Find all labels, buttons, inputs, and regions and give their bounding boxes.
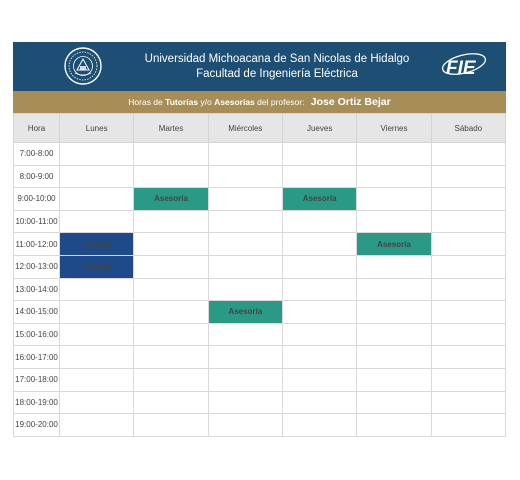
subbar-asesorias: Asesorías (214, 97, 255, 107)
table-row (14, 210, 506, 233)
empty-slot (208, 368, 282, 391)
table-row (14, 165, 506, 188)
header-titles (108, 52, 446, 82)
empty-slot (60, 346, 134, 369)
university-name: Universidad Michoacana de San Nicolas de Hidalgo (144, 53, 410, 65)
table-row (14, 368, 506, 391)
empty-slot (134, 414, 208, 437)
table-row (14, 346, 506, 369)
table-row (14, 278, 506, 301)
column-header: Viernes (357, 114, 431, 143)
hour-cell: 13:00-14:00 (14, 278, 60, 301)
fie-logo-text: FIE (446, 58, 476, 79)
hour-cell: 12:00-13:00 (14, 255, 60, 278)
empty-slot (282, 301, 356, 324)
empty-slot (282, 233, 356, 256)
empty-slot (282, 278, 356, 301)
empty-slot (357, 414, 431, 437)
subbar-prefix: Horas de (128, 97, 163, 107)
subbar-suffix: del profesor: (257, 97, 305, 107)
empty-slot (60, 143, 134, 166)
empty-slot (282, 210, 356, 233)
schedule-header-row (14, 114, 506, 143)
table-row (14, 233, 506, 256)
empty-slot (134, 255, 208, 278)
asesoria-slot: Asesoría (134, 188, 208, 211)
empty-slot (134, 346, 208, 369)
schedule-table (13, 113, 506, 437)
tutoria-slot: Tutorías (60, 233, 134, 256)
empty-slot (431, 323, 505, 346)
empty-slot (134, 143, 208, 166)
table-row (14, 188, 506, 211)
column-header: Martes (134, 114, 208, 143)
empty-slot (431, 391, 505, 414)
empty-slot (60, 414, 134, 437)
empty-slot (357, 346, 431, 369)
hour-cell: 17:00-18:00 (14, 368, 60, 391)
hour-cell: 11:00-12:00 (14, 233, 60, 256)
asesoria-slot: Asesoría (282, 188, 356, 211)
empty-slot (208, 233, 282, 256)
schedule-card (13, 42, 506, 437)
empty-slot (431, 301, 505, 324)
empty-slot (134, 210, 208, 233)
hour-cell: 18:00-19:00 (14, 391, 60, 414)
empty-slot (431, 368, 505, 391)
empty-slot (134, 165, 208, 188)
empty-slot (208, 143, 282, 166)
empty-slot (60, 210, 134, 233)
empty-slot (208, 323, 282, 346)
empty-slot (357, 301, 431, 324)
hour-cell: 8:00-9:00 (14, 165, 60, 188)
empty-slot (282, 165, 356, 188)
empty-slot (134, 368, 208, 391)
empty-slot (208, 414, 282, 437)
empty-slot (431, 255, 505, 278)
hour-cell: 19:00-20:00 (14, 414, 60, 437)
subbar-tutorias: Tutorías (165, 97, 199, 107)
empty-slot (431, 233, 505, 256)
empty-slot (357, 278, 431, 301)
empty-slot (357, 165, 431, 188)
column-header: Sábado (431, 114, 505, 143)
empty-slot (134, 233, 208, 256)
hour-cell: 7:00-8:00 (14, 143, 60, 166)
hour-cell: 16:00-17:00 (14, 346, 60, 369)
empty-slot (357, 391, 431, 414)
empty-slot (60, 391, 134, 414)
faculty-name: Facultad de Ingeniería Eléctrica (196, 68, 358, 80)
empty-slot (60, 368, 134, 391)
empty-slot (282, 414, 356, 437)
empty-slot (431, 346, 505, 369)
empty-slot (208, 346, 282, 369)
hour-cell: 15:00-16:00 (14, 323, 60, 346)
table-row (14, 143, 506, 166)
hour-cell: 14:00-15:00 (14, 301, 60, 324)
header-banner (13, 42, 506, 91)
empty-slot (357, 368, 431, 391)
empty-slot (60, 301, 134, 324)
fie-logo-icon (438, 50, 488, 82)
empty-slot (357, 188, 431, 211)
empty-slot (60, 165, 134, 188)
empty-slot (60, 188, 134, 211)
empty-slot (60, 323, 134, 346)
empty-slot (282, 368, 356, 391)
empty-slot (282, 346, 356, 369)
empty-slot (208, 391, 282, 414)
empty-slot (431, 143, 505, 166)
professor-bar (13, 91, 506, 113)
table-row (14, 255, 506, 278)
empty-slot (134, 391, 208, 414)
empty-slot (60, 278, 134, 301)
empty-slot (431, 278, 505, 301)
empty-slot (282, 255, 356, 278)
column-header: Hora (14, 114, 60, 143)
professor-name: Jose Ortiz Bejar (310, 96, 391, 108)
empty-slot (357, 210, 431, 233)
empty-slot (134, 323, 208, 346)
empty-slot (208, 255, 282, 278)
hour-cell: 10:00-11:00 (14, 210, 60, 233)
column-header: Jueves (282, 114, 356, 143)
empty-slot (357, 323, 431, 346)
empty-slot (357, 143, 431, 166)
empty-slot (208, 165, 282, 188)
asesoria-slot: Asesoría (357, 233, 431, 256)
empty-slot (208, 210, 282, 233)
empty-slot (431, 165, 505, 188)
empty-slot (282, 143, 356, 166)
empty-slot (208, 188, 282, 211)
asesoria-slot: Asesoría (208, 301, 282, 324)
table-row (14, 391, 506, 414)
empty-slot (431, 188, 505, 211)
column-header: Miércoles (208, 114, 282, 143)
schedule-body (14, 143, 506, 437)
table-row (14, 323, 506, 346)
table-row (14, 301, 506, 324)
empty-slot (282, 391, 356, 414)
university-seal-icon (63, 46, 103, 86)
empty-slot (431, 414, 505, 437)
empty-slot (134, 301, 208, 324)
empty-slot (134, 278, 208, 301)
subbar-connector: y/o (200, 97, 212, 107)
empty-slot (208, 278, 282, 301)
tutoria-slot: Tutorías (60, 255, 134, 278)
empty-slot (282, 323, 356, 346)
column-header: Lunes (60, 114, 134, 143)
empty-slot (357, 255, 431, 278)
table-row (14, 414, 506, 437)
hour-cell: 9:00-10:00 (14, 188, 60, 211)
empty-slot (431, 210, 505, 233)
